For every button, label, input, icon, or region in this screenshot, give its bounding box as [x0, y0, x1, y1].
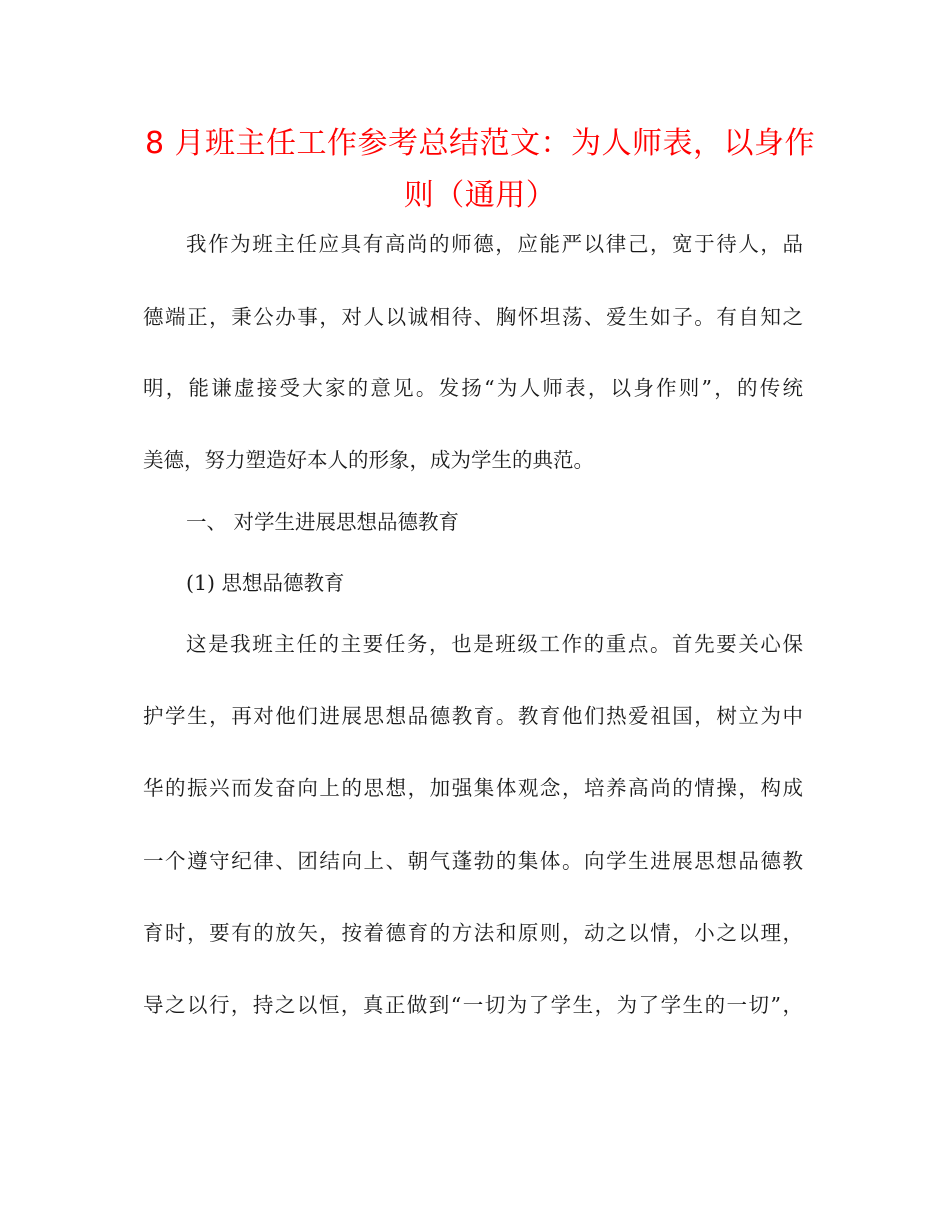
paragraph-line: 一个遵守纪律、团结向上、朝气蓬勃的集体。向学生进展思想品德教 — [143, 849, 803, 873]
section-heading: 一、 对学生进展思想品德教育 — [186, 510, 460, 534]
paragraph-line: 美德，努力塑造好本人的形象，成为学生的典范。 — [143, 448, 594, 472]
document-title: 8 月班主任工作参考总结范文：为人师表，以身作则（通用） — [144, 126, 816, 213]
paragraph-line: 华的振兴而发奋向上的思想，加强集体观念，培养高尚的情操，构成 — [143, 776, 803, 800]
subsection-heading: (1) 思想品德教育 — [186, 571, 345, 595]
paragraph-line: 明，能谦虚接受大家的意见。发扬“为人师表，以身作则”，的传统 — [143, 376, 803, 400]
paragraph-line: 德端正，秉公办事，对人以诚相待、胸怀坦荡、爱生如子。有自知之 — [143, 305, 803, 329]
paragraph-line: 我作为班主任应具有高尚的师德，应能严以律己，宽于待人，品 — [186, 232, 803, 256]
paragraph-line: 导之以行，持之以恒，真正做到“一切为了学生，为了学生的一切”， — [143, 993, 803, 1017]
paragraph-line: 护学生，再对他们进展思想品德教育。教育他们热爱祖国，树立为中 — [143, 704, 803, 728]
paragraph-line: 育时，要有的放矢，按着德育的方法和原则，动之以情，小之以理， — [143, 921, 803, 945]
paragraph-line: 这是我班主任的主要任务，也是班级工作的重点。首先要关心保 — [186, 632, 803, 656]
